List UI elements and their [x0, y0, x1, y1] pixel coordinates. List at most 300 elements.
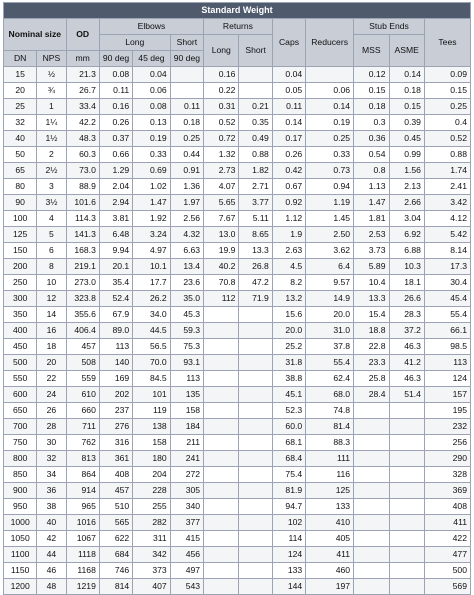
col-caps: Caps: [272, 19, 305, 67]
cell-caps: 0.17: [272, 131, 305, 147]
cell-od: 762: [66, 435, 99, 451]
cell-nps: ¾: [37, 83, 66, 99]
cell-return-long: 4.07: [204, 179, 239, 195]
table-row: [4, 147, 471, 163]
cell-dn: 850: [4, 467, 37, 483]
cell-elbow-long-90: 3.81: [99, 211, 132, 227]
cell-reducers: 88.3: [306, 435, 354, 451]
cell-stub-mss: 22.8: [354, 339, 389, 355]
cell-elbow-short-90: 6.63: [170, 243, 203, 259]
cell-elbow-short-90: 415: [170, 531, 203, 547]
cell-stub-asme: 3.04: [389, 211, 424, 227]
cell-tees: 232: [424, 419, 470, 435]
cell-elbow-long-45: 10.1: [133, 259, 171, 275]
col-reducers: Reducers: [306, 19, 354, 67]
cell-nps: 36: [37, 483, 66, 499]
cell-reducers: 116: [306, 467, 354, 483]
cell-nps: 1: [37, 99, 66, 115]
cell-dn: 300: [4, 291, 37, 307]
cell-od: 660: [66, 403, 99, 419]
cell-return-long: [204, 435, 239, 451]
cell-return-short: [239, 499, 272, 515]
cell-dn: 90: [4, 195, 37, 211]
cell-tees: 0.4: [424, 115, 470, 131]
cell-stub-mss: [354, 563, 389, 579]
cell-nps: 26: [37, 403, 66, 419]
cell-elbow-long-90: 408: [99, 467, 132, 483]
cell-elbow-long-45: 204: [133, 467, 171, 483]
table-row: [4, 355, 471, 371]
cell-caps: 0.67: [272, 179, 305, 195]
cell-return-long: [204, 531, 239, 547]
cell-reducers: 0.73: [306, 163, 354, 179]
cell-elbow-long-90: 622: [99, 531, 132, 547]
cell-elbow-short-90: 305: [170, 483, 203, 499]
cell-nps: 12: [37, 291, 66, 307]
cell-stub-mss: 0.3: [354, 115, 389, 131]
cell-return-short: [239, 467, 272, 483]
cell-elbow-long-45: 0.04: [133, 67, 171, 83]
cell-od: 88.9: [66, 179, 99, 195]
cell-tees: 256: [424, 435, 470, 451]
cell-stub-mss: 1.81: [354, 211, 389, 227]
cell-caps: 0.92: [272, 195, 305, 211]
cell-stub-mss: [354, 451, 389, 467]
cell-return-short: 3.77: [239, 195, 272, 211]
cell-dn: 650: [4, 403, 37, 419]
cell-od: 1067: [66, 531, 99, 547]
table-row: [4, 563, 471, 579]
cell-tees: 328: [424, 467, 470, 483]
cell-elbow-long-90: 457: [99, 483, 132, 499]
cell-od: 559: [66, 371, 99, 387]
cell-return-long: 0.52: [204, 115, 239, 131]
cell-caps: 68.1: [272, 435, 305, 451]
cell-elbow-long-90: 0.26: [99, 115, 132, 131]
cell-return-short: [239, 323, 272, 339]
cell-stub-mss: [354, 515, 389, 531]
cell-nps: 1¼: [37, 115, 66, 131]
cell-tees: 290: [424, 451, 470, 467]
cell-nps: 40: [37, 515, 66, 531]
cell-elbow-short-90: 0.44: [170, 147, 203, 163]
cell-reducers: 2.50: [306, 227, 354, 243]
cell-tees: 113: [424, 355, 470, 371]
cell-nps: 22: [37, 371, 66, 387]
cell-return-short: 26.8: [239, 259, 272, 275]
cell-elbow-long-45: 101: [133, 387, 171, 403]
table-row: [4, 467, 471, 483]
cell-od: 965: [66, 499, 99, 515]
cell-elbow-short-90: 45.3: [170, 307, 203, 323]
cell-return-short: [239, 483, 272, 499]
cell-tees: 500: [424, 563, 470, 579]
cell-caps: 133: [272, 563, 305, 579]
cell-stub-mss: 1.13: [354, 179, 389, 195]
cell-caps: 0.11: [272, 99, 305, 115]
cell-elbow-short-90: 113: [170, 371, 203, 387]
cell-elbow-long-45: 228: [133, 483, 171, 499]
cell-caps: 8.2: [272, 275, 305, 291]
cell-dn: 150: [4, 243, 37, 259]
cell-od: 60.3: [66, 147, 99, 163]
cell-od: 141.3: [66, 227, 99, 243]
cell-od: 101.6: [66, 195, 99, 211]
col-elbow-short-90: 90 deg: [170, 51, 203, 67]
cell-stub-asme: 0.99: [389, 147, 424, 163]
cell-dn: 250: [4, 275, 37, 291]
cell-return-long: 40.2: [204, 259, 239, 275]
cell-elbow-short-90: 93.1: [170, 355, 203, 371]
cell-tees: 98.5: [424, 339, 470, 355]
cell-reducers: 81.4: [306, 419, 354, 435]
table-row: [4, 83, 471, 99]
cell-nps: 2: [37, 147, 66, 163]
cell-elbow-long-45: 34.0: [133, 307, 171, 323]
cell-nps: 44: [37, 547, 66, 563]
cell-dn: 350: [4, 307, 37, 323]
cell-caps: 0.05: [272, 83, 305, 99]
cell-elbow-long-90: 276: [99, 419, 132, 435]
cell-od: 406.4: [66, 323, 99, 339]
cell-elbow-long-90: 2.94: [99, 195, 132, 211]
cell-caps: 4.5: [272, 259, 305, 275]
cell-caps: 144: [272, 579, 305, 595]
cell-return-short: [239, 563, 272, 579]
cell-nps: 5: [37, 227, 66, 243]
cell-od: 48.3: [66, 131, 99, 147]
cell-return-short: [239, 339, 272, 355]
cell-od: 114.3: [66, 211, 99, 227]
cell-return-short: [239, 307, 272, 323]
col-group-nominal-size: Nominal size: [4, 19, 67, 51]
col-group-elbows: Elbows: [99, 19, 203, 35]
cell-return-short: 0.35: [239, 115, 272, 131]
cell-elbow-long-90: 746: [99, 563, 132, 579]
cell-return-long: 5.65: [204, 195, 239, 211]
cell-tees: 422: [424, 531, 470, 547]
table-row: [4, 371, 471, 387]
cell-elbow-long-45: 26.2: [133, 291, 171, 307]
cell-return-long: [204, 451, 239, 467]
cell-dn: 700: [4, 419, 37, 435]
table-title: Standard Weight: [4, 3, 471, 19]
cell-elbow-short-90: 456: [170, 547, 203, 563]
cell-caps: 102: [272, 515, 305, 531]
cell-stub-mss: 25.8: [354, 371, 389, 387]
table-row: [4, 195, 471, 211]
cell-elbow-short-90: 1.97: [170, 195, 203, 211]
col-group-returns: Returns: [204, 19, 273, 35]
cell-nps: 6: [37, 243, 66, 259]
table-row: [4, 291, 471, 307]
table-row: [4, 275, 471, 291]
standard-weight-table: [3, 2, 471, 595]
cell-stub-mss: 3.73: [354, 243, 389, 259]
cell-elbow-short-90: 158: [170, 403, 203, 419]
cell-return-long: 0.72: [204, 131, 239, 147]
cell-elbow-long-90: 89.0: [99, 323, 132, 339]
cell-od: 711: [66, 419, 99, 435]
cell-caps: 124: [272, 547, 305, 563]
cell-stub-asme: [389, 531, 424, 547]
cell-dn: 65: [4, 163, 37, 179]
cell-reducers: 74.8: [306, 403, 354, 419]
cell-od: 1016: [66, 515, 99, 531]
cell-tees: 1.74: [424, 163, 470, 179]
cell-return-long: [204, 419, 239, 435]
cell-nps: 48: [37, 579, 66, 595]
col-group-stub-ends: Stub Ends: [354, 19, 425, 35]
table-row: [4, 531, 471, 547]
cell-return-short: 1.82: [239, 163, 272, 179]
cell-reducers: 0.06: [306, 83, 354, 99]
cell-return-short: 0.88: [239, 147, 272, 163]
cell-return-short: 13.3: [239, 243, 272, 259]
cell-elbow-short-90: 0.91: [170, 163, 203, 179]
cell-od: 273.0: [66, 275, 99, 291]
cell-reducers: 460: [306, 563, 354, 579]
cell-dn: 1050: [4, 531, 37, 547]
cell-nps: 38: [37, 499, 66, 515]
cell-stub-mss: 0.15: [354, 83, 389, 99]
cell-elbow-long-45: 138: [133, 419, 171, 435]
cell-nps: 14: [37, 307, 66, 323]
cell-reducers: 20.0: [306, 307, 354, 323]
col-subgroup-long: Long: [99, 35, 170, 51]
col-returns-short: Short: [239, 35, 272, 67]
cell-od: 1168: [66, 563, 99, 579]
cell-return-short: [239, 419, 272, 435]
cell-return-long: [204, 323, 239, 339]
cell-return-short: 71.9: [239, 291, 272, 307]
cell-stub-mss: 2.53: [354, 227, 389, 243]
cell-return-short: [239, 579, 272, 595]
col-nps: NPS: [37, 51, 66, 67]
cell-elbow-short-90: 241: [170, 451, 203, 467]
cell-nps: 16: [37, 323, 66, 339]
cell-stub-asme: [389, 419, 424, 435]
cell-reducers: 55.4: [306, 355, 354, 371]
cell-tees: 17.3: [424, 259, 470, 275]
cell-elbow-short-90: 184: [170, 419, 203, 435]
cell-od: 864: [66, 467, 99, 483]
col-mss: MSS: [354, 35, 389, 67]
cell-stub-asme: [389, 467, 424, 483]
cell-od: 355.6: [66, 307, 99, 323]
cell-return-long: 112: [204, 291, 239, 307]
cell-elbow-short-90: [170, 67, 203, 83]
cell-reducers: 0.19: [306, 115, 354, 131]
cell-reducers: 133: [306, 499, 354, 515]
cell-elbow-long-90: 1.29: [99, 163, 132, 179]
cell-elbow-long-90: 237: [99, 403, 132, 419]
cell-reducers: 6.4: [306, 259, 354, 275]
cell-elbow-long-45: 255: [133, 499, 171, 515]
cell-stub-mss: 15.4: [354, 307, 389, 323]
cell-elbow-long-90: 67.9: [99, 307, 132, 323]
cell-nps: 30: [37, 435, 66, 451]
cell-dn: 25: [4, 99, 37, 115]
cell-elbow-long-45: 0.08: [133, 99, 171, 115]
cell-elbow-short-90: 272: [170, 467, 203, 483]
cell-caps: 94.7: [272, 499, 305, 515]
cell-return-long: 0.16: [204, 67, 239, 83]
cell-nps: 10: [37, 275, 66, 291]
cell-od: 323.8: [66, 291, 99, 307]
cell-elbow-long-45: 70.0: [133, 355, 171, 371]
cell-elbow-long-45: 119: [133, 403, 171, 419]
cell-return-long: [204, 339, 239, 355]
cell-dn: 750: [4, 435, 37, 451]
cell-tees: 66.1: [424, 323, 470, 339]
cell-dn: 900: [4, 483, 37, 499]
cell-dn: 32: [4, 115, 37, 131]
table-row: [4, 163, 471, 179]
table-row: [4, 67, 471, 83]
cell-stub-asme: [389, 563, 424, 579]
table-row: [4, 179, 471, 195]
cell-elbow-long-90: 0.08: [99, 67, 132, 83]
cell-elbow-long-45: 1.47: [133, 195, 171, 211]
cell-return-long: [204, 563, 239, 579]
table-row: [4, 243, 471, 259]
cell-elbow-short-90: 0.11: [170, 99, 203, 115]
cell-elbow-long-90: 2.04: [99, 179, 132, 195]
table-row: [4, 387, 471, 403]
cell-nps: 4: [37, 211, 66, 227]
cell-stub-asme: 1.56: [389, 163, 424, 179]
col-elbow-long-45: 45 deg: [133, 51, 171, 67]
cell-reducers: 31.0: [306, 323, 354, 339]
cell-reducers: 125: [306, 483, 354, 499]
cell-elbow-long-45: 0.13: [133, 115, 171, 131]
cell-caps: 31.8: [272, 355, 305, 371]
table-row: [4, 515, 471, 531]
cell-stub-asme: [389, 435, 424, 451]
cell-elbow-short-90: 75.3: [170, 339, 203, 355]
cell-nps: 24: [37, 387, 66, 403]
cell-nps: 32: [37, 451, 66, 467]
cell-elbow-short-90: 340: [170, 499, 203, 515]
cell-caps: 0.42: [272, 163, 305, 179]
cell-tees: 2.41: [424, 179, 470, 195]
cell-elbow-long-45: 4.97: [133, 243, 171, 259]
cell-stub-mss: [354, 403, 389, 419]
cell-return-short: [239, 515, 272, 531]
table-row: [4, 115, 471, 131]
cell-dn: 400: [4, 323, 37, 339]
cell-caps: 38.8: [272, 371, 305, 387]
cell-stub-mss: [354, 547, 389, 563]
cell-stub-asme: 2.13: [389, 179, 424, 195]
cell-dn: 20: [4, 83, 37, 99]
cell-return-long: [204, 371, 239, 387]
cell-return-short: 47.2: [239, 275, 272, 291]
cell-stub-mss: [354, 419, 389, 435]
cell-nps: 20: [37, 355, 66, 371]
cell-tees: 30.4: [424, 275, 470, 291]
cell-od: 813: [66, 451, 99, 467]
cell-nps: 2½: [37, 163, 66, 179]
cell-caps: 13.2: [272, 291, 305, 307]
cell-nps: 42: [37, 531, 66, 547]
cell-stub-asme: [389, 499, 424, 515]
cell-dn: 450: [4, 339, 37, 355]
cell-stub-asme: 51.4: [389, 387, 424, 403]
cell-stub-mss: 1.47: [354, 195, 389, 211]
cell-tees: 195: [424, 403, 470, 419]
cell-return-long: 7.67: [204, 211, 239, 227]
cell-elbow-long-90: 35.4: [99, 275, 132, 291]
cell-dn: 50: [4, 147, 37, 163]
cell-caps: 0.14: [272, 115, 305, 131]
cell-return-long: 0.22: [204, 83, 239, 99]
cell-dn: 40: [4, 131, 37, 147]
cell-dn: 125: [4, 227, 37, 243]
cell-return-long: 0.31: [204, 99, 239, 115]
cell-elbow-long-45: 1.92: [133, 211, 171, 227]
cell-stub-mss: 10.4: [354, 275, 389, 291]
cell-caps: 25.2: [272, 339, 305, 355]
table-row: [4, 339, 471, 355]
cell-tees: 408: [424, 499, 470, 515]
cell-elbow-long-45: 84.5: [133, 371, 171, 387]
cell-stub-mss: 5.89: [354, 259, 389, 275]
cell-tees: 411: [424, 515, 470, 531]
cell-caps: 68.4: [272, 451, 305, 467]
cell-elbow-long-90: 0.16: [99, 99, 132, 115]
cell-elbow-short-90: 23.6: [170, 275, 203, 291]
cell-elbow-long-90: 316: [99, 435, 132, 451]
cell-elbow-long-90: 0.11: [99, 83, 132, 99]
cell-stub-mss: [354, 435, 389, 451]
cell-elbow-short-90: 135: [170, 387, 203, 403]
cell-reducers: 9.57: [306, 275, 354, 291]
cell-elbow-long-90: 140: [99, 355, 132, 371]
cell-reducers: 0.33: [306, 147, 354, 163]
cell-stub-asme: 37.2: [389, 323, 424, 339]
cell-stub-asme: [389, 515, 424, 531]
cell-elbow-long-45: 373: [133, 563, 171, 579]
cell-od: 73.0: [66, 163, 99, 179]
cell-elbow-long-90: 9.94: [99, 243, 132, 259]
cell-stub-mss: [354, 531, 389, 547]
table-row: [4, 99, 471, 115]
weight-table-container: [3, 2, 471, 595]
table-row: [4, 483, 471, 499]
cell-elbow-long-90: 510: [99, 499, 132, 515]
cell-caps: 75.4: [272, 467, 305, 483]
cell-od: 168.3: [66, 243, 99, 259]
cell-reducers: 0.14: [306, 99, 354, 115]
cell-tees: 0.88: [424, 147, 470, 163]
cell-elbow-short-90: 211: [170, 435, 203, 451]
cell-caps: 0.04: [272, 67, 305, 83]
cell-caps: 60.0: [272, 419, 305, 435]
cell-stub-asme: 46.3: [389, 371, 424, 387]
cell-tees: 4.12: [424, 211, 470, 227]
cell-reducers: [306, 67, 354, 83]
cell-elbow-short-90: 2.56: [170, 211, 203, 227]
cell-nps: 8: [37, 259, 66, 275]
cell-tees: 477: [424, 547, 470, 563]
cell-return-short: 8.65: [239, 227, 272, 243]
cell-tees: 0.15: [424, 83, 470, 99]
cell-return-short: [239, 451, 272, 467]
table-row: [4, 499, 471, 515]
col-asme: ASME: [389, 35, 424, 67]
